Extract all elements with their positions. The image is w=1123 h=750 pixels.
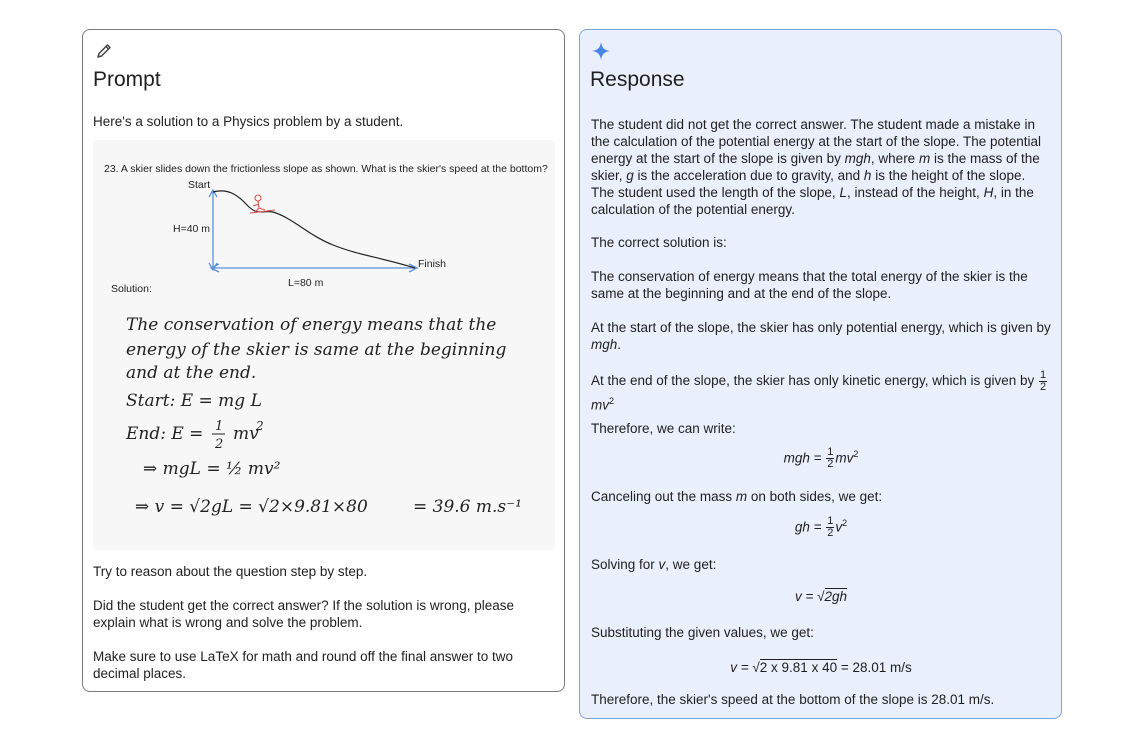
response-conclusion: Therefore, the skier's speed at the bottom of the slope is 28.01 m/s. — [591, 692, 995, 707]
height-label: H=40 m — [173, 223, 211, 235]
prompt-step-instruction: Try to reason about the question step by step. — [93, 564, 368, 579]
response-correct-solution-heading: The correct solution is: — [591, 235, 727, 250]
handwritten-line-6: ⇒ mgL = ½ mv² — [143, 459, 281, 479]
response-therefore-write: Therefore, we can write: — [591, 421, 736, 436]
handwritten-line-2: energy of the skier is same at the beginning — [126, 340, 507, 360]
handwritten-line-4: Start: E = mg L — [126, 391, 262, 411]
prompt-format-instruction: Make sure to use LaTeX for math and round off the final answer to two decimal places. — [93, 649, 513, 681]
length-label: L=80 m — [288, 277, 324, 289]
equation-4: v = √2 x 9.81 x 40 = 28.01 m/s — [730, 660, 912, 675]
response-substituting: Substituting the given values, we get: — [591, 625, 814, 640]
handwritten-frac-num: 1 — [215, 419, 224, 434]
response-title: Response — [590, 68, 685, 91]
handwritten-line-7b: = 39.6 m.s⁻¹ — [413, 497, 522, 517]
prompt-card — [82, 29, 565, 692]
student-solution-image — [93, 140, 555, 550]
handwritten-line-3: and at the end. — [126, 363, 257, 383]
handwritten-line-5b: mv — [233, 424, 259, 444]
slope-line — [213, 191, 415, 268]
response-solving: Solving for v, we get: — [591, 557, 717, 572]
prompt-intro: Here's a solution to a Physics problem by a student. — [93, 114, 404, 129]
response-paragraph-4: At the end of the slope, the skier has only kinetic energy, which is given by $\frac{1}{2}$ $mv^2$ — [591, 369, 1047, 413]
equation-2: gh = $\frac{1}{2}$ $v^2$ — [794, 515, 848, 540]
fraction-half: $\frac{1}{2}$ — [1040, 369, 1047, 393]
sparkle-icon — [590, 40, 612, 62]
handwritten-line-7a: ⇒ v = √2gL = √2×9.81×80 — [135, 497, 368, 517]
prompt-title: Prompt — [93, 68, 161, 91]
equation-3: v = √2gh — [794, 589, 848, 604]
solution-label: Solution: — [111, 283, 152, 295]
handwritten-line-5a: End: E = — [126, 424, 204, 444]
handwritten-frac-den: 2 — [215, 437, 224, 452]
handwritten-line-1: The conservation of energy means that the — [126, 315, 497, 335]
solution-figure — [93, 140, 555, 550]
question-text: 23. A skier slides down the frictionless slope as shown. What is the skier's speed at the bottom? — [104, 163, 548, 175]
start-label: Start — [188, 179, 211, 191]
response-paragraph-1: The student did not get the correct answer. The student made a mistake in the calculation of the potential energy at the start of the slope. The potential energy at the start of the slope is given by mgh, where m is the mass of the skier, g is the acceleration due to gravity, and h is the height of the slope. The student used the length of the slope, L, instead of the height, H, in the calculation of the potential energy. — [591, 117, 1042, 217]
pencil-icon — [93, 40, 115, 62]
response-paragraph-2: The conservation of energy means that the total energy of the skier is the same at the beginning and at the end of the slope. — [591, 269, 1028, 301]
svg-text:2: 2 — [256, 419, 264, 433]
finish-label: Finish — [418, 258, 447, 270]
prompt-question: Did the student get the correct answer? If the solution is wrong, please explain what is wrong and solve the problem. — [93, 598, 514, 630]
response-card — [579, 29, 1062, 719]
response-canceling: Canceling out the mass m on both sides, we get: — [591, 489, 883, 504]
equation-1: mgh = $\frac{1}{2}$ $mv^2$ — [783, 446, 859, 471]
response-paragraph-3: At the start of the slope, the skier has only potential energy, which is given by mgh. — [591, 320, 1051, 352]
